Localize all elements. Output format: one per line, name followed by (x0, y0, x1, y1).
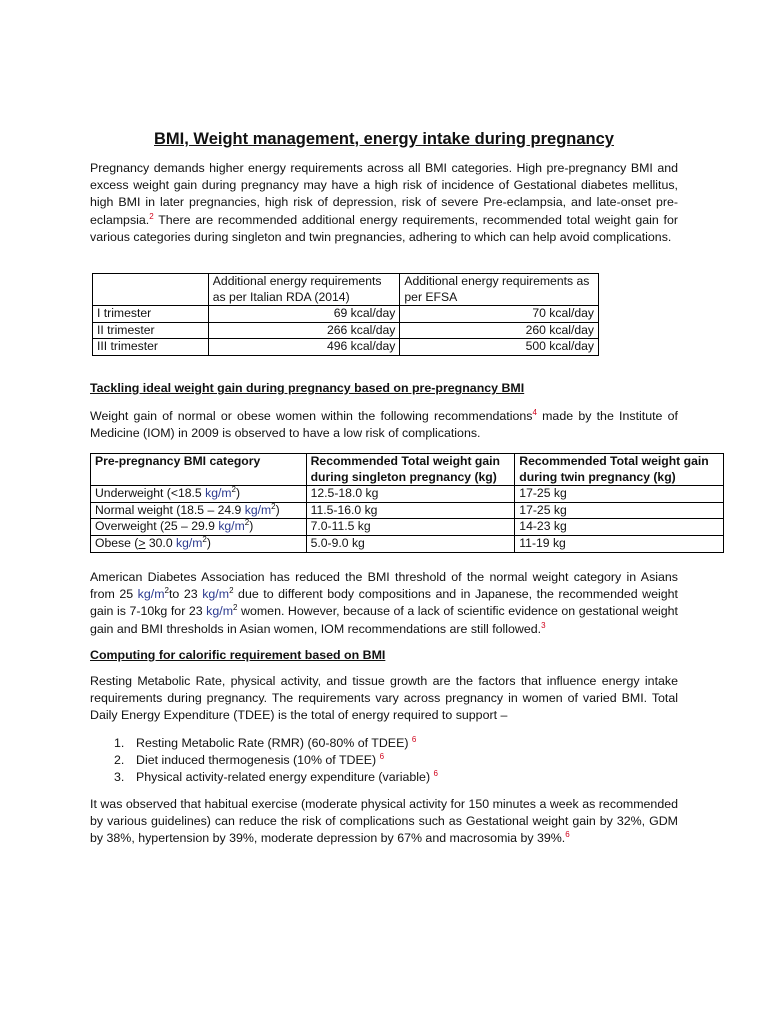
twin-gain: 17-25 kg (515, 486, 724, 503)
reference-6: 6 (433, 768, 438, 778)
tdee-paragraph: Resting Metabolic Rate, physical activity, and tissue growth are the factors that influence energy intake requirements during pregnancy. The requirements vary across pregnancy in women of varied BMI. Total Daily Energy Expenditure (TDEE) is the total of energy required to support – (90, 674, 678, 723)
reference-4: 4 (532, 407, 537, 417)
reference-6: 6 (379, 751, 385, 761)
energy-requirements-table (92, 273, 599, 356)
header-twin: Recommended Total weight gain during twin pregnancy (kg) (515, 454, 724, 486)
efsa-value: 260 kcal/day (400, 322, 599, 339)
twin-gain: 11-19 kg (515, 535, 724, 552)
exercise-paragraph: It was observed that habitual exercise (moderate physical activity for 150 minutes a week as recommended by various guidelines) can reduce the risk of complications such as Gestational weight gain by 32%, GDM by 38%, hypertension by 39%, moderate depression by 67% and macrosomia by 39%.$^6$ (90, 797, 678, 846)
singleton-gain: 7.0-11.5 kg (306, 519, 515, 536)
bmi-category: Normal weight (18.5 – 24.9 $kg/m^2$) (91, 502, 307, 519)
empty-header-cell (93, 274, 209, 306)
bmi-category: Obese (> 30.0 $kg/m^2$) (91, 535, 307, 552)
table-row (91, 519, 724, 536)
table-header-row (93, 274, 599, 306)
trimester-label: I trimester (93, 306, 209, 323)
twin-gain: 14-23 kg (515, 519, 724, 536)
bmi-category: Overweight (25 – 29.9 $kg/m^2$) (91, 519, 307, 536)
efsa-value: 70 kcal/day (400, 306, 599, 323)
intro-text-cont: There are recommended additional energy requirements, recommended total weight gain for various categories during singleton and twin pregnancies, adhering to which can help avoid complications. (90, 212, 678, 244)
trimester-label: III trimester (93, 339, 209, 356)
table-row (91, 486, 724, 503)
bmi-weight-gain-table (90, 453, 724, 553)
efsa-value: 500 kcal/day (400, 339, 599, 356)
bmi-category: Underweight (<18.5 $kg/m^2$) (91, 486, 307, 503)
iom-text-cont: made by the Institute of Medicine (IOM) in 2009 is observed to have a low risk of complications. (90, 409, 678, 441)
intro-paragraph (90, 160, 678, 246)
singleton-gain: 5.0-9.0 kg (306, 535, 515, 552)
list-item: 3. Physical activity-related energy expenditure (variable) $^6$ (114, 768, 438, 784)
table-row (91, 502, 724, 519)
trimester-label: II trimester (93, 322, 209, 339)
rda-value: 266 kcal/day (208, 322, 400, 339)
list-item: 2. Diet induced thermogenesis (10% of TDEE) $^6$ (114, 751, 385, 767)
list-item: 1. Resting Metabolic Rate (RMR) (60-80% of TDEE) $^6$ (114, 734, 417, 750)
rda-value: 69 kcal/day (208, 306, 400, 323)
table-row (91, 535, 724, 552)
header-bmi-category: Pre-pregnancy BMI category (91, 454, 307, 486)
section-heading-calorific: Computing for calorific requirement based on BMI (90, 648, 386, 662)
table-header-row (91, 454, 724, 486)
singleton-gain: 12.5-18.0 kg (306, 486, 515, 503)
rda-value: 496 kcal/day (208, 339, 400, 356)
table-row (93, 306, 599, 323)
header-italian-rda: Additional energy requirements as per Italian RDA (2014) (208, 274, 400, 306)
page-title: BMI, Weight management, energy intake during pregnancy (154, 130, 614, 148)
table-row (93, 339, 599, 356)
reference-2: 2 (149, 211, 154, 221)
table-row (93, 322, 599, 339)
singleton-gain: 11.5-16.0 kg (306, 502, 515, 519)
reference-6: 6 (565, 830, 570, 840)
tdee-list (114, 735, 438, 786)
intro-text: Pregnancy demands higher energy requirements across all BMI categories. High pre-pregnancy BMI and excess weight gain during pregnancy may have a high risk of incidence of Gestational diabetes mellitus, high BMI in later pregnancies, high risk of depression, risk of severe Pre-eclampsia, and late-onset pre-eclampsia. (90, 161, 678, 227)
header-singleton: Recommended Total weight gain during singleton pregnancy (kg) (306, 454, 515, 486)
section-heading-weight-gain: Tackling ideal weight gain during pregnancy based on pre-pregnancy BMI (90, 381, 525, 395)
reference-6: 6 (411, 734, 417, 744)
iom-paragraph (90, 408, 678, 442)
header-efsa: Additional energy requirements as per EFSA (400, 274, 599, 306)
iom-text: Weight gain of normal or obese women within the following recommendations (90, 409, 533, 423)
reference-3: 3 (541, 620, 546, 630)
ada-paragraph: American Diabetes Association has reduced the BMI threshold of the normal weight category in Asians from 25 $kg/m^2to$ 23 $kg/m^2$ due to different body compositions and in Japanese, the recommended weight gain is 7-10kg for 23 $kg/m^2$ women. However, because of a lack of scientific evidence on gestational weight gain and BMI thresholds in Asian women, IOM recommendations are still followed.$^3$ (90, 570, 679, 636)
twin-gain: 17-25 kg (515, 502, 724, 519)
